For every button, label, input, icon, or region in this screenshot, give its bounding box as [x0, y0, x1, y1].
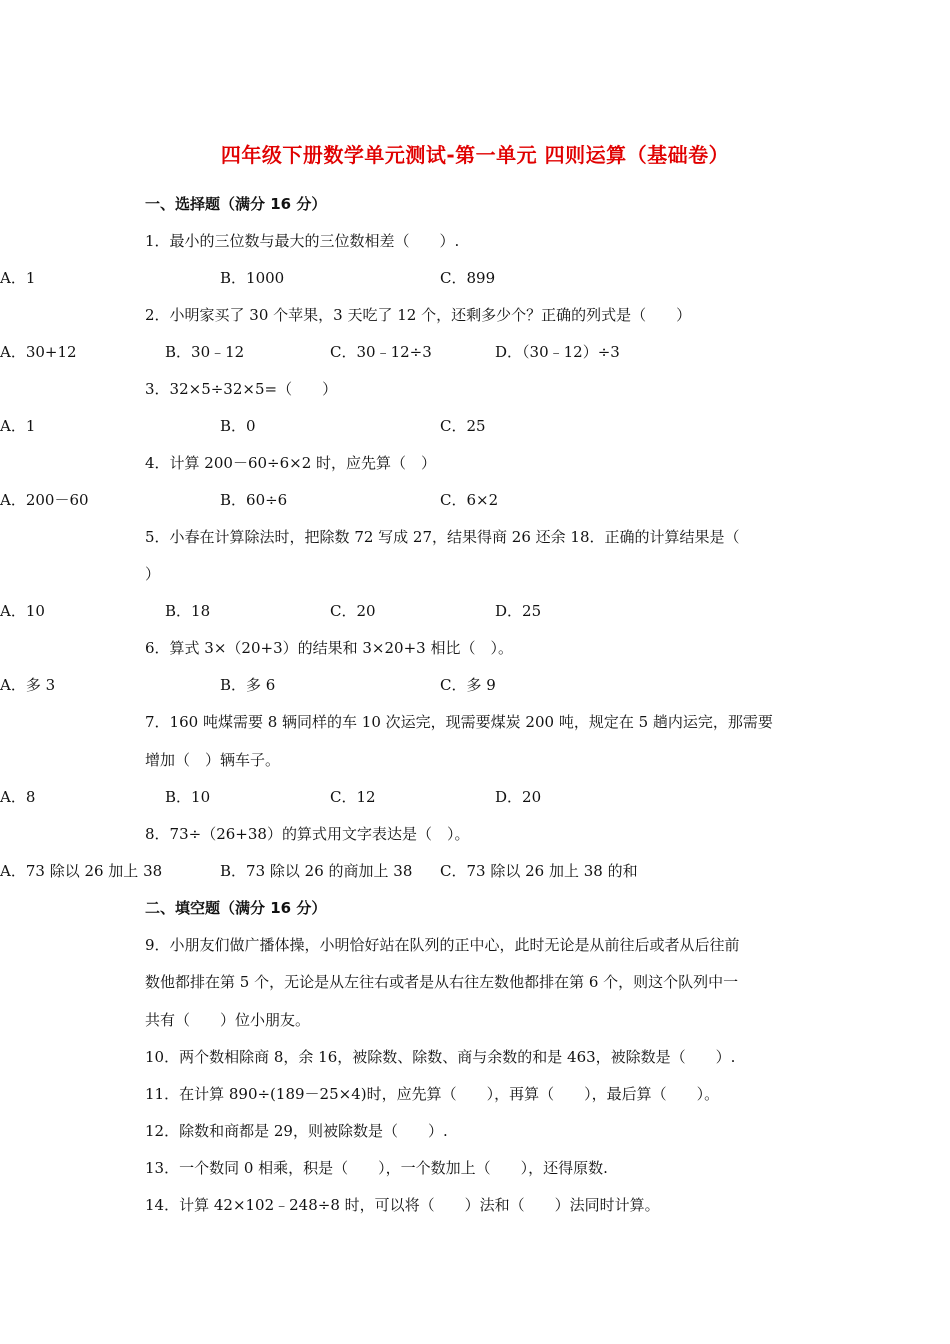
question-7-line-1: 7．160 吨煤需要 8 辆同样的车 10 次运完，现需要煤炭 200 吨，规定在 5 趟内运完，那需要: [145, 713, 773, 731]
option-d: D．20: [495, 788, 542, 806]
option-b: B．多 6: [220, 676, 276, 694]
option-d: D．25: [495, 602, 542, 620]
question-4: 4．计算 200－60÷6×2 时，应先算（ ）: [145, 454, 437, 472]
option-b: B．60÷6: [220, 491, 288, 509]
option-c: C．20: [330, 602, 376, 620]
question-13: 13．一个数同 0 相乘，积是（ ），一个数加上（ ），还得原数.: [145, 1159, 608, 1177]
question-6: 6．算式 3×（20+3）的结果和 3×20+3 相比（ ）。: [145, 639, 513, 657]
option-a: A．8: [0, 788, 36, 806]
option-c: C．多 9: [440, 676, 496, 694]
option-b: B．73 除以 26 的商加上 38: [220, 862, 413, 880]
question-2-options: [0, 342, 800, 362]
question-7-line-2: 增加（ ）辆车子。: [145, 751, 281, 769]
question-4-options: [0, 490, 800, 510]
question-14: 14．计算 42×102﹣248÷8 时，可以将（ ）法和（ ）法同时计算。: [145, 1196, 660, 1214]
option-a: A．73 除以 26 加上 38: [0, 862, 163, 880]
question-7-options: [0, 787, 800, 807]
question-9-line-3: 共有（ ）位小朋友。: [145, 1011, 311, 1029]
question-1: 1．最小的三位数与最大的三位数相差（ ）.: [145, 232, 460, 250]
option-c: C．30﹣12÷3: [330, 343, 432, 361]
question-5-line-2: ）: [145, 565, 161, 583]
question-12: 12．除数和商都是 29，则被除数是（ ）.: [145, 1122, 448, 1140]
question-8-options: [0, 861, 800, 881]
option-c: C．6×2: [440, 491, 499, 509]
question-8: 8．73÷（26+38）的算式用文字表达是（ ）。: [145, 825, 470, 843]
question-9-line-2: 数他都排在第 5 个，无论是从左往右或者是从右往左数他都排在第 6 个，则这个队列中一: [145, 973, 739, 991]
question-3-options: [0, 416, 800, 436]
option-a: A．30+12: [0, 343, 77, 361]
question-9-line-1: 9．小朋友们做广播体操，小明恰好站在队列的正中心，此时无论是从前往后或者从后往前: [145, 936, 740, 954]
question-2: 2．小明家买了 30 个苹果，3 天吃了 12 个，还剩多少个？正确的列式是（ ）: [145, 306, 692, 324]
option-b: B．0: [220, 417, 256, 435]
option-c: C．12: [330, 788, 376, 806]
question-5-options: [0, 601, 800, 621]
question-1-options: [0, 268, 800, 288]
question-10: 10．两个数相除商 8，余 16，被除数、除数、商与余数的和是 463，被除数是（ ）.: [145, 1048, 736, 1066]
question-5-line-1: 5．小春在计算除法时，把除数 72 写成 27，结果得商 26 还余 18．正确的计算结果是（: [145, 528, 740, 546]
option-a: A．200－60: [0, 491, 89, 509]
option-c: C．73 除以 26 加上 38 的和: [440, 862, 638, 880]
option-b: B．10: [165, 788, 211, 806]
option-c: C．899: [440, 269, 496, 287]
option-a: A．1: [0, 269, 36, 287]
option-b: B．1000: [220, 269, 285, 287]
question-11: 11．在计算 890÷(189－25×4)时，应先算（ ），再算（ ），最后算（ ）。: [145, 1085, 720, 1103]
option-c: C．25: [440, 417, 486, 435]
question-6-options: [0, 675, 800, 695]
option-a: A．多 3: [0, 676, 56, 694]
section-heading-choice: 一、选择题（满分 16 分）: [145, 195, 327, 213]
section-heading-fill: 二、填空题（满分 16 分）: [145, 899, 327, 917]
exam-title: 四年级下册数学单元测试-第一单元 四则运算（基础卷）: [220, 143, 730, 167]
option-b: B．18: [165, 602, 211, 620]
option-a: A．1: [0, 417, 36, 435]
question-3: 3．32×5÷32×5=（ ）: [145, 380, 338, 398]
option-d: D．（30﹣12）÷3: [495, 343, 620, 361]
option-a: A．10: [0, 602, 45, 620]
option-b: B．30﹣12: [165, 343, 245, 361]
